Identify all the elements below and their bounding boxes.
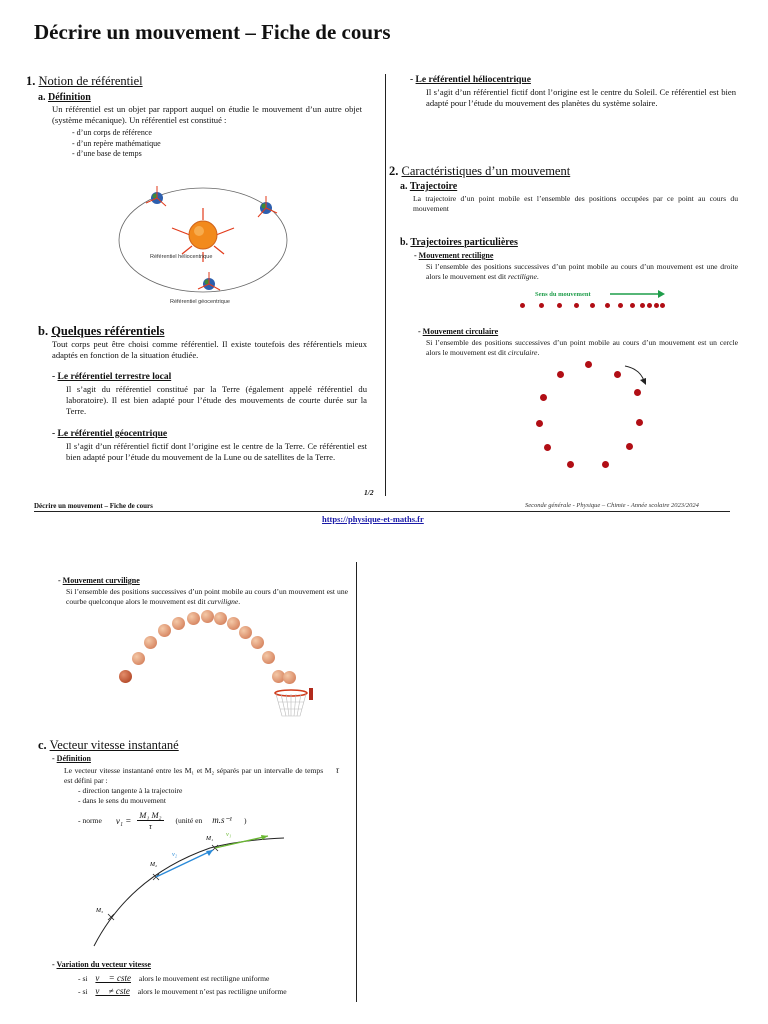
position-dot — [536, 420, 543, 427]
list-item: - d’une base de temps — [72, 149, 161, 160]
list-item: - dans le sens du mouvement — [78, 796, 182, 806]
terrestre-text: Il s’agit du référentiel constitué par la Terre (également appelé référentiel du laboratoire). Il est bien adapté pour l’étude des mouvements de courte durée sur la Terre. — [66, 384, 367, 417]
ball — [283, 671, 296, 684]
geocentrique-heading: - Le référentiel géocentrique — [52, 429, 168, 439]
helio-heading: - Le référentiel héliocentrique — [410, 75, 531, 85]
ball — [227, 617, 240, 630]
site-link[interactable]: https://physique-et-maths.fr — [322, 514, 424, 524]
variation-line-2: - si v⃗ ≠ cste alors le mouvement n’est pas rectiligne uniforme — [78, 986, 287, 996]
footer-left: Décrire un mouvement – Fiche de cours — [34, 502, 153, 510]
footer-right: Seconde générale - Physique – Chimie - Année scolaire 2023/2024 — [525, 502, 699, 509]
ball — [144, 636, 157, 649]
position-dot — [605, 303, 610, 308]
basket-hoop-icon — [273, 688, 317, 720]
curved-arrow-icon — [622, 363, 650, 387]
earth-icon — [258, 196, 277, 217]
rectiligne-text: Si l’ensemble des positions successives d’un point mobile au cours d’un mouvement est une droite alors le mouvement est dit rectiligne. — [426, 262, 738, 281]
position-dot — [660, 303, 665, 308]
list-item: - d’un repère mathématique — [72, 139, 161, 150]
svg-text:v₂: v₂ — [172, 851, 178, 858]
vitesse-def-heading: - Définition — [52, 754, 91, 763]
position-dot — [634, 389, 641, 396]
section-2a-heading: a. Trajectoire — [400, 181, 458, 192]
position-dot — [520, 303, 525, 308]
curviligne-heading: - Mouvement curviligne — [58, 576, 140, 585]
ball — [132, 652, 145, 665]
helio-text: Il s’agit d’un référentiel fictif dont l’origine est le centre du Soleil. Ce référentiel est bien adapté pour l’étude du mouvement des planètes du système solaire. — [426, 87, 736, 109]
column-divider-2 — [356, 562, 357, 1002]
section-c-heading: c. Vecteur vitesse instantané — [38, 738, 179, 752]
list-item: - direction tangente à la trajectoire — [78, 786, 182, 796]
section-1-heading: 1. Notion de référentiel — [26, 74, 143, 88]
position-dot — [539, 303, 544, 308]
position-dot — [626, 443, 633, 450]
position-dot — [636, 419, 643, 426]
section-2-heading: 2. Caractéristiques d’un mouvement — [389, 164, 571, 178]
position-dot — [567, 461, 574, 468]
position-dot — [540, 394, 547, 401]
earth-icon — [198, 272, 220, 290]
position-dot — [640, 303, 645, 308]
position-dot — [574, 303, 579, 308]
section-1a-heading: a. Définition — [38, 92, 91, 103]
position-dot — [544, 444, 551, 451]
svg-text:v₁: v₁ — [226, 831, 232, 838]
ball — [172, 617, 185, 630]
vitesse-def-text: Le vecteur vitesse instantané entre les M₁ et M₂ séparés par un intervalle de temps τ est défini par : — [64, 765, 339, 785]
position-dot — [557, 303, 562, 308]
position-dot — [614, 371, 621, 378]
geo-label: Référentiel géocentrique — [170, 299, 230, 305]
page-number: 1/2 — [364, 488, 374, 497]
arrow-right-icon — [610, 289, 665, 299]
section-1b-heading: b. Quelques référentiels — [38, 324, 165, 338]
ball — [214, 612, 227, 625]
definition-list — [72, 128, 161, 160]
curviligne-text: Si l’ensemble des positions successives d’un point mobile au cours d’un mouvement est une courbe quelconque alors le mouvement est dit curviligne. — [66, 587, 348, 606]
norme-formula: - norme v₁ = $\frac{\text{M₁ M₂}}{\tau}$ (unité en m.s⁻¹ ) — [78, 810, 247, 831]
vitesse-def-list — [78, 786, 182, 806]
column-divider — [385, 74, 386, 496]
position-dot — [618, 303, 623, 308]
svg-text:M₂: M₂ — [150, 862, 158, 868]
position-dot — [590, 303, 595, 308]
position-dot — [585, 361, 592, 368]
velocity-figure — [90, 826, 290, 950]
ball — [262, 651, 275, 664]
footer-rule — [34, 511, 730, 512]
sens-label: Sens du mouvement — [535, 291, 591, 298]
circulaire-text: Si l’ensemble des positions successives d’un point mobile au cours d’un mouvement est un cercle alors le mouvement est dit circulaire. — [426, 338, 738, 357]
svg-text:M₃: M₃ — [96, 908, 104, 914]
position-dot — [630, 303, 635, 308]
earth-icon — [146, 186, 166, 206]
definition-text: Un référentiel est un objet par rapport auquel on étudie le mouvement d’un autre objet (système mécanique). Un référentiel est constitué : — [52, 104, 362, 126]
variation-heading: - Variation du vecteur vitesse — [52, 960, 151, 969]
circulaire-heading: - Mouvement circulaire — [418, 327, 499, 336]
position-dot — [654, 303, 659, 308]
page-title: Décrire un mouvement – Fiche de cours — [34, 20, 391, 44]
ball — [251, 636, 264, 649]
ball — [119, 670, 132, 683]
position-dot — [647, 303, 652, 308]
geocentrique-text: Il s’agit d’un référentiel fictif dont l’origine est le centre de la Terre. Ce référentiel est bien adapté pour l’étude du mouvement de la Lune ou de satellites de la Terre. — [66, 441, 367, 463]
ball — [158, 624, 171, 637]
variation-line-1: - si v⃗ = cste alors le mouvement est rectiligne uniforme — [78, 973, 270, 983]
helio-label: Référentiel héliocentrique — [150, 254, 213, 260]
list-item: - d’un corps de référence — [72, 128, 161, 139]
position-dot — [557, 371, 564, 378]
svg-text:M₁: M₁ — [206, 836, 214, 842]
position-dot — [602, 461, 609, 468]
trajectoire-text: La trajectoire d’un point mobile est l’ensemble des positions occupées par ce point au cours du mouvement — [413, 194, 738, 213]
ball — [239, 626, 252, 639]
terrestre-heading: - Le référentiel terrestre local — [52, 372, 172, 382]
rectiligne-heading: - Mouvement rectiligne — [414, 251, 494, 260]
section-2b-heading: b. Trajectoires particulières — [400, 237, 518, 248]
ball — [187, 612, 200, 625]
orbit-figure — [112, 180, 294, 308]
b-text: Tout corps peut être choisi comme référentiel. Il existe toutefois des référentiels mieux adaptés en fonction de la situation étudiée. — [52, 339, 367, 361]
ball — [201, 610, 214, 623]
